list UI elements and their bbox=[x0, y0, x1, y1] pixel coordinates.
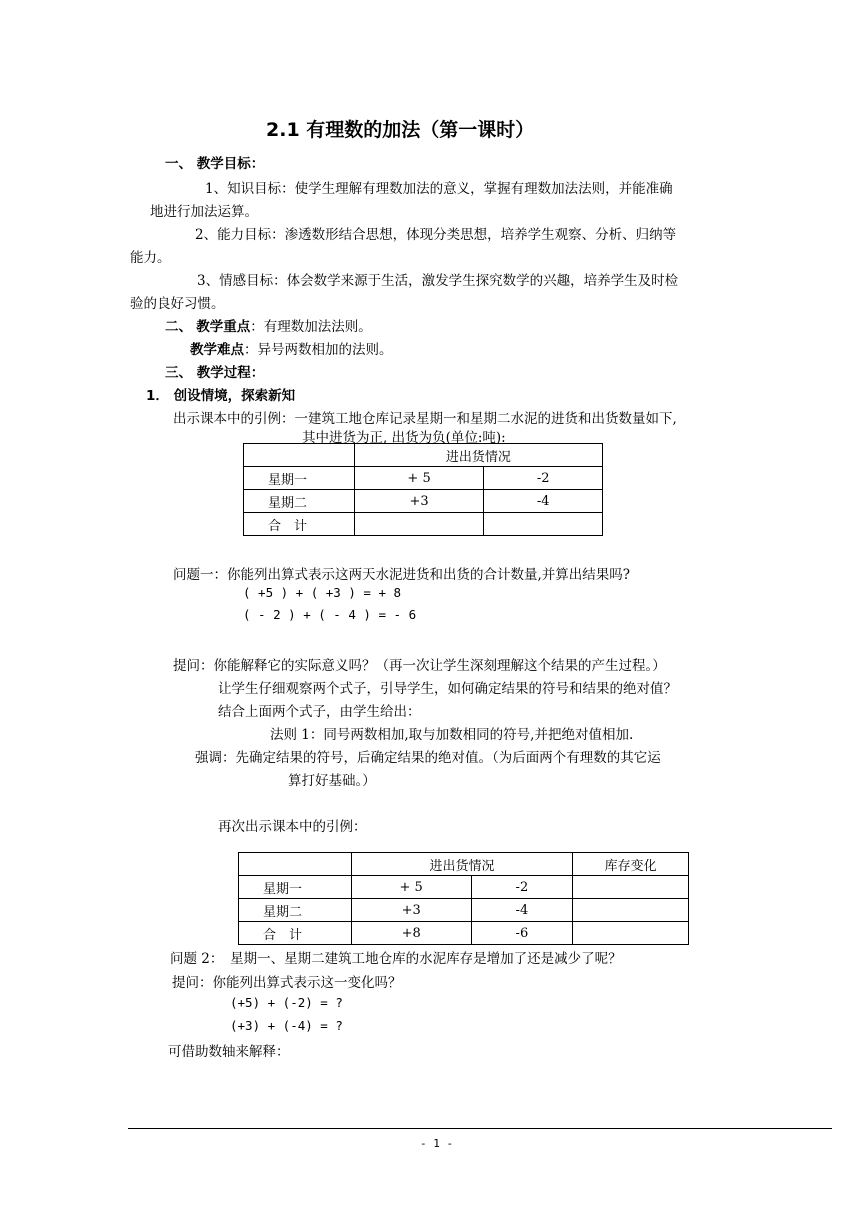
number-line-hint: 可借助数轴来解释： bbox=[168, 1044, 290, 1060]
change-value bbox=[573, 899, 689, 922]
row-label: 星期二 bbox=[244, 490, 355, 513]
in-value: +3 bbox=[351, 899, 471, 922]
table-row bbox=[239, 899, 689, 922]
out-value: -4 bbox=[471, 899, 573, 922]
section-label: 教学目标： bbox=[196, 156, 265, 172]
stress-line-2: 算打好基础。） bbox=[288, 773, 376, 789]
question-2: 问题 2： 星期一、星期二建筑工地仓库的水泥库存是增加了还是减少了呢？ bbox=[170, 951, 622, 967]
section-label: 教学重点 bbox=[196, 319, 251, 335]
page-title: 2.1 有理数的加法（第一课时） bbox=[266, 119, 535, 141]
subsection-1-heading bbox=[146, 384, 295, 404]
footer-divider bbox=[128, 1128, 832, 1129]
in-value: + 5 bbox=[354, 467, 484, 490]
stress-line-1: 强调：先确定结果的符号，后确定结果的绝对值。（为后面两个有理数的其它运 bbox=[195, 750, 661, 766]
subsection-label: 创设情境，探索新知 bbox=[173, 388, 296, 404]
rule-1: 法则 1：同号两数相加,取与加数相同的符号,并把绝对值相加. bbox=[270, 727, 634, 743]
page-number: - 1 - bbox=[420, 1137, 454, 1150]
section-number: 一、 bbox=[165, 156, 192, 172]
table-header-row bbox=[244, 444, 603, 467]
goal-2-line-2: 能力。 bbox=[130, 250, 171, 266]
row-label: 星期一 bbox=[239, 876, 352, 899]
in-value: +3 bbox=[354, 490, 484, 513]
section-label: 教学过程： bbox=[196, 365, 265, 381]
table-row bbox=[239, 922, 689, 945]
goods-table bbox=[243, 443, 603, 536]
table-corner-cell bbox=[239, 853, 352, 876]
out-value: -6 bbox=[471, 922, 573, 945]
change-value bbox=[573, 876, 689, 899]
out-value: -2 bbox=[484, 467, 603, 490]
section-number: 二、 bbox=[165, 319, 192, 335]
table-corner-cell bbox=[244, 444, 355, 467]
goal-2-line-1: 2、能力目标：渗透数形结合思想，体现分类思想，培养学生观察、分析、归纳等 bbox=[195, 227, 677, 243]
table-header-cell: 进出货情况 bbox=[351, 853, 572, 876]
change-value bbox=[573, 922, 689, 945]
section-2-heading bbox=[165, 315, 372, 335]
in-value: +8 bbox=[351, 922, 471, 945]
out-value bbox=[484, 513, 603, 536]
table-row bbox=[244, 467, 603, 490]
guide-line-1: 让学生仔细观察两个式子，引导学生，如何确定结果的符号和结果的绝对值？ bbox=[218, 681, 677, 697]
table-header-row bbox=[239, 853, 689, 876]
subsection-number: 1． bbox=[146, 388, 169, 404]
in-value: + 5 bbox=[351, 876, 471, 899]
table-header-cell: 库存变化 bbox=[573, 853, 689, 876]
equation-1: ( +5 ) + ( +3 ) = + 8 bbox=[243, 585, 402, 600]
section-text: ：有理数加法法则。 bbox=[250, 319, 372, 335]
table-row bbox=[239, 876, 689, 899]
row-label: 星期二 bbox=[239, 899, 352, 922]
table-row bbox=[244, 490, 603, 513]
out-value: -4 bbox=[484, 490, 603, 513]
row-label: 合 计 bbox=[244, 513, 355, 536]
equation-4: (+3) + (-4) = ? bbox=[230, 1018, 343, 1033]
goal-3-line-2: 验的良好习惯。 bbox=[130, 296, 225, 312]
section-3-heading bbox=[165, 361, 264, 381]
in-value bbox=[354, 513, 484, 536]
row-label: 星期一 bbox=[244, 467, 355, 490]
table-row bbox=[244, 513, 603, 536]
difficulty-label: 教学难点 bbox=[190, 342, 244, 358]
again-intro: 再次出示课本中的引例： bbox=[218, 819, 367, 835]
prompt-1: 提问：你能解释它的实际意义吗？（再一次让学生深刻理解这个结果的产生过程。） bbox=[173, 658, 666, 674]
section-1-heading bbox=[165, 152, 264, 172]
prompt-2: 提问：你能列出算式表示这一变化吗？ bbox=[172, 975, 402, 991]
question-1: 问题一：你能列出算式表示这两天水泥进货和出货的合计数量,并算出结果吗? bbox=[173, 567, 631, 583]
intro-line-1: 出示课本中的引例：一建筑工地仓库记录星期一和星期二水泥的进货和出货数量如下, bbox=[173, 411, 677, 427]
goal-1-line-2: 地进行加法运算。 bbox=[150, 204, 258, 220]
inventory-table bbox=[238, 852, 689, 945]
section-number: 三、 bbox=[165, 365, 192, 381]
guide-line-2: 结合上面两个式子，由学生给出： bbox=[218, 704, 421, 720]
difficulty-line bbox=[190, 338, 393, 358]
difficulty-text: ：异号两数相加的法则。 bbox=[244, 342, 393, 358]
out-value: -2 bbox=[471, 876, 573, 899]
table-header-cell: 进出货情况 bbox=[354, 444, 602, 467]
goal-3-line-1: 3、情感目标：体会数学来源于生活，激发学生探究数学的兴趣，培养学生及时检 bbox=[197, 273, 679, 289]
goal-1-line-1: 1、知识目标：使学生理解有理数加法的意义，掌握有理数加法法则，并能准确 bbox=[205, 181, 673, 197]
intro-line-2: 其中进货为正, 出货为负(单位:吨): bbox=[302, 430, 506, 446]
equation-3: (+5) + (-2) = ? bbox=[230, 995, 343, 1010]
row-label: 合 计 bbox=[239, 922, 352, 945]
equation-2: ( - 2 ) + ( - 4 ) = - 6 bbox=[243, 607, 417, 622]
